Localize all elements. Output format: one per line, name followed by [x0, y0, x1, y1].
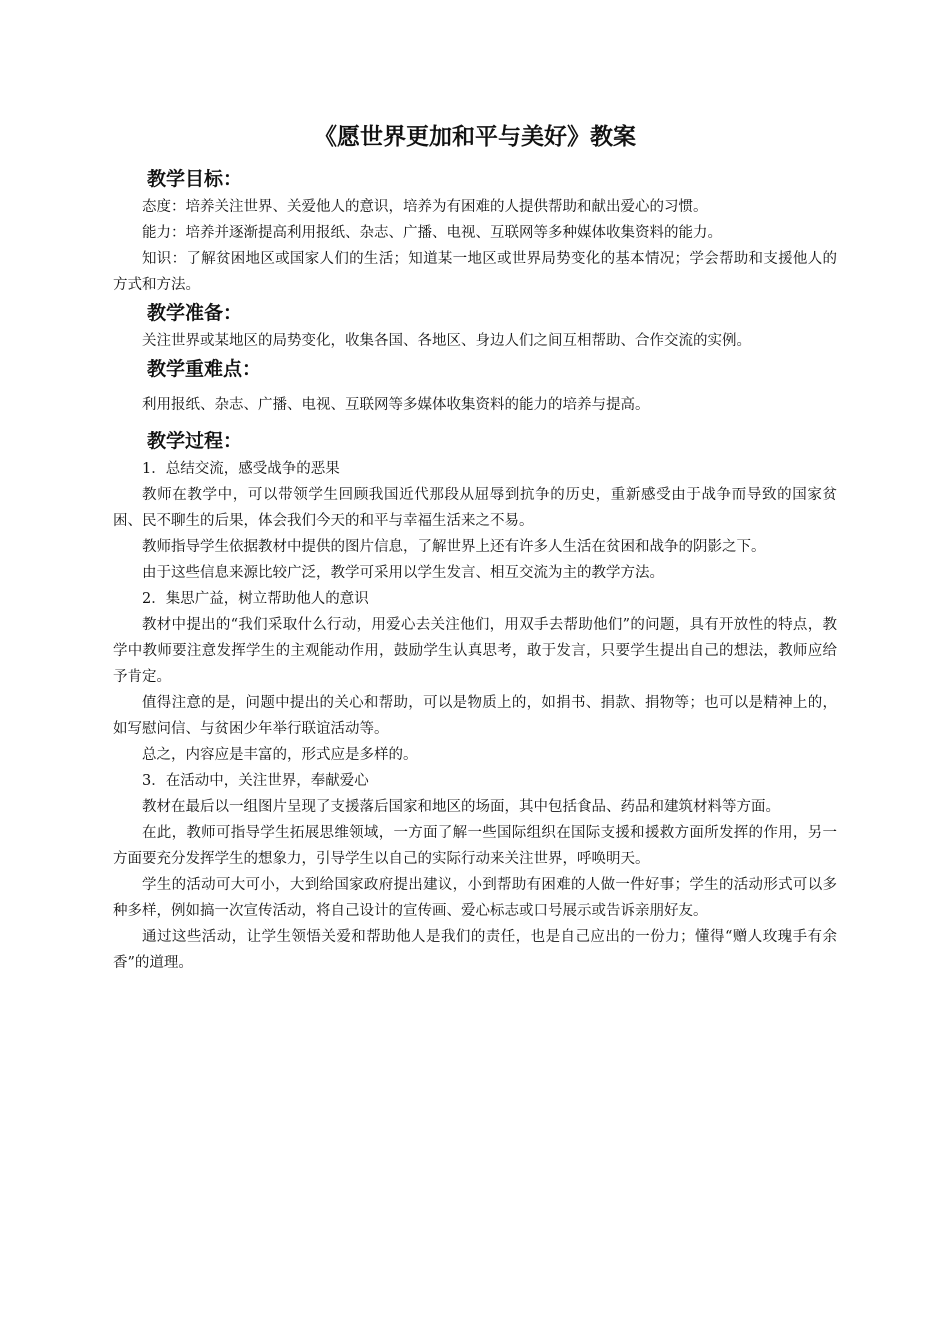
step-heading: 1．总结交流，感受战争的恶果 [142, 461, 340, 477]
section-preparation [113, 298, 837, 354]
paragraph: 通过这些活动，让学生领悟关爱和帮助他人是我们的责任，也是自己应出的一份力；懂得“赠人玫瑰手有余香”的道理。 [113, 929, 837, 971]
paragraph: 利用报纸、杂志、广播、电视、互联网等多媒体收集资料的能力的培养与提高。 [142, 397, 650, 413]
step-heading: 2．集思广益，树立帮助他人的意识 [142, 591, 369, 607]
section-heading: 教学目标： [147, 168, 243, 190]
document-title: 《愿世界更加和平与美好》教案 [314, 124, 636, 150]
section-heading: 教学过程： [147, 430, 243, 452]
paragraph: 教师指导学生依据教材中提供的图片信息，了解世界上还有许多人生活在贫困和战争的阴影之下。 [142, 539, 766, 555]
section-heading: 教学重难点： [147, 358, 262, 380]
paragraph: 关注世界或某地区的局势变化，收集各国、各地区、身边人们之间互相帮助、合作交流的实例。 [142, 333, 751, 349]
section-objectives [113, 164, 837, 298]
document-body [113, 120, 837, 976]
paragraph: 教师在教学中，可以带领学生回顾我国近代那段从屈辱到抗争的历史，重新感受由于战争而导致的国家贫困、民不聊生的后果，体会我们今天的和平与幸福生活来之不易。 [113, 487, 837, 529]
section-heading: 教学准备： [147, 302, 243, 324]
paragraph: 教材在最后以一组图片呈现了支援落后国家和地区的场面，其中包括食品、药品和建筑材料等方面。 [142, 799, 780, 815]
paragraph: 能力：培养并逐渐提高利用报纸、杂志、广播、电视、互联网等多种媒体收集资料的能力。 [142, 225, 722, 241]
paragraph: 值得注意的是，问题中提出的关心和帮助，可以是物质上的，如捐书、捐款、捐物等；也可以是精神上的，如写慰问信、与贫困少年举行联谊活动等。 [113, 695, 837, 737]
section-key-points [113, 354, 837, 426]
step-heading: 3．在活动中，关注世界，奉献爱心 [142, 773, 369, 789]
paragraph: 总之，内容应是丰富的，形式应是多样的。 [142, 747, 418, 763]
section-process [113, 426, 837, 976]
paragraph: 知识：了解贫困地区或国家人们的生活；知道某一地区或世界局势变化的基本情况；学会帮助和支援他人的方式和方法。 [113, 251, 837, 293]
paragraph: 学生的活动可大可小，大到给国家政府提出建议，小到帮助有困难的人做一件好事；学生的活动形式可以多种多样，例如搞一次宣传活动，将自己设计的宣传画、爱心标志或口号展示或告诉亲朋好友。 [113, 877, 837, 919]
paragraph: 由于这些信息来源比较广泛，教学可采用以学生发言、相互交流为主的教学方法。 [142, 565, 664, 581]
paragraph: 态度：培养关注世界、关爱他人的意识，培养为有困难的人提供帮助和献出爱心的习惯。 [142, 199, 708, 215]
paragraph: 教材中提出的“我们采取什么行动，用爱心去关注他们，用双手去帮助他们”的问题，具有开放性的特点，教学中教师要注意发挥学生的主观能动作用，鼓励学生认真思考，敢于发言，只要学生提出自己的想法，教师应给予肯定。 [113, 617, 837, 685]
paragraph: 在此，教师可指导学生拓展思维领域，一方面了解一些国际组织在国际支援和援救方面所发挥的作用，另一方面要充分发挥学生的想象力，引导学生以自己的实际行动来关注世界，呼唤明天。 [113, 825, 837, 867]
